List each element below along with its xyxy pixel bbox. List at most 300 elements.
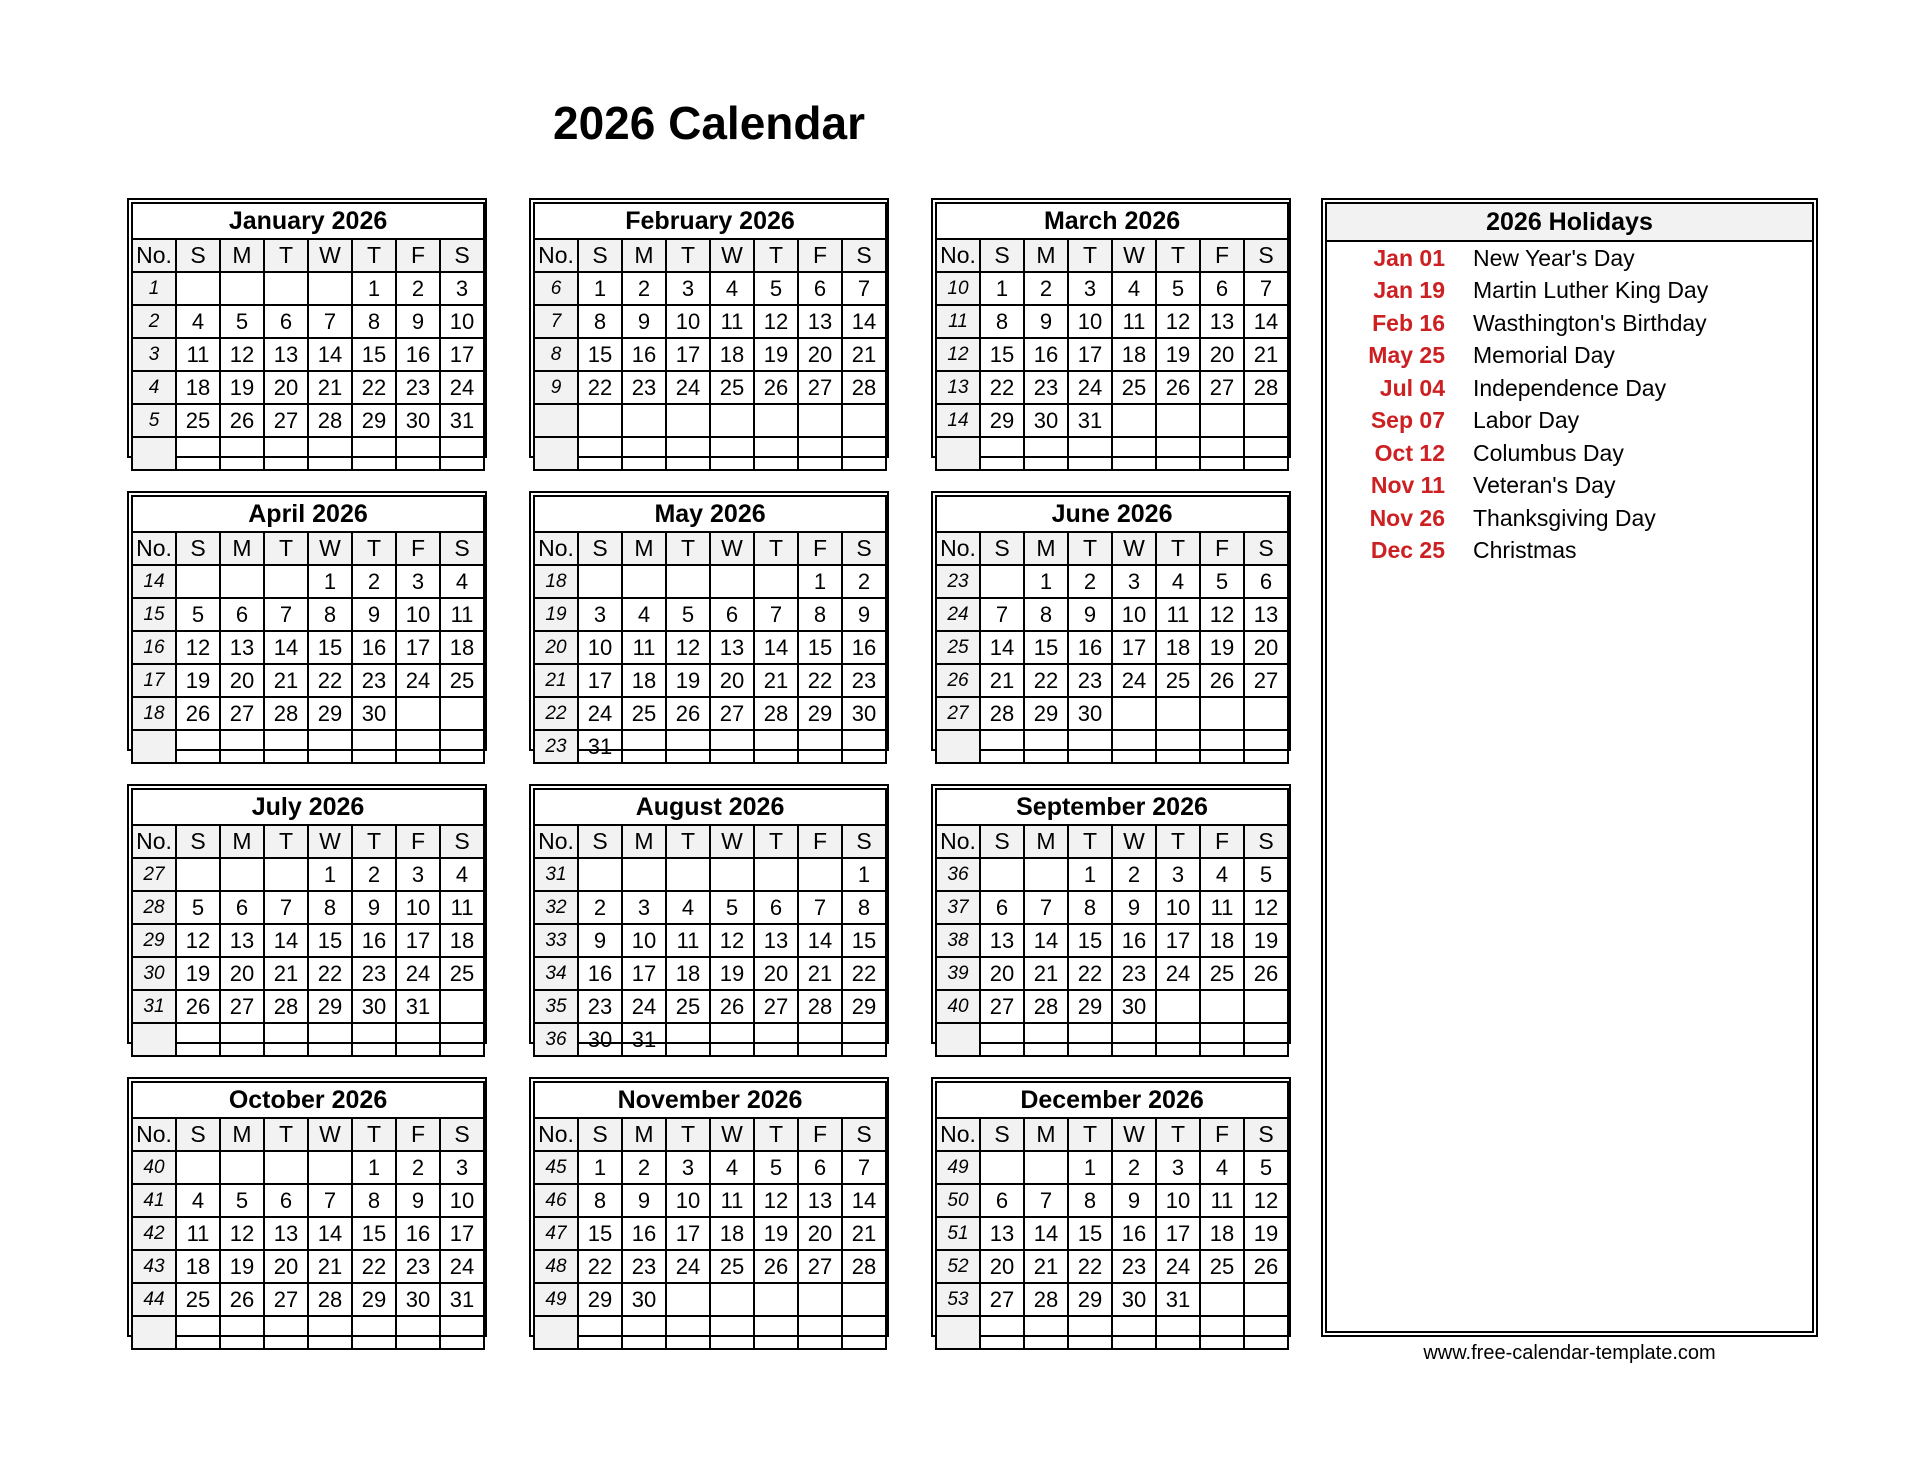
week-number-cell: 16 bbox=[132, 631, 176, 664]
day-header-cell: S bbox=[1244, 825, 1288, 858]
day-cell: 20 bbox=[264, 1250, 308, 1283]
day-header-cell: S bbox=[842, 825, 886, 858]
holiday-row bbox=[1327, 502, 1812, 535]
day-header-cell: T bbox=[1068, 1118, 1112, 1151]
day-cell: 19 bbox=[1244, 924, 1288, 957]
week-number-cell: 5 bbox=[132, 404, 176, 437]
day-header-cell: W bbox=[1112, 532, 1156, 565]
day-cell: 3 bbox=[396, 858, 440, 891]
day-cell: 7 bbox=[264, 891, 308, 924]
day-cell bbox=[396, 730, 440, 763]
day-header-cell: W bbox=[710, 239, 754, 272]
day-cell: 22 bbox=[578, 371, 622, 404]
day-cell: 8 bbox=[578, 305, 622, 338]
day-cell bbox=[1024, 1023, 1068, 1056]
day-cell: 6 bbox=[264, 1184, 308, 1217]
day-cell: 29 bbox=[352, 1283, 396, 1316]
day-cell bbox=[1024, 858, 1068, 891]
day-cell bbox=[1200, 990, 1244, 1023]
day-cell bbox=[220, 1023, 264, 1056]
day-cell bbox=[1244, 990, 1288, 1023]
day-cell: 24 bbox=[1112, 664, 1156, 697]
day-cell: 4 bbox=[1112, 272, 1156, 305]
day-cell bbox=[666, 437, 710, 470]
day-cell bbox=[1200, 404, 1244, 437]
week-number-cell: 31 bbox=[132, 990, 176, 1023]
day-cell: 16 bbox=[1068, 631, 1112, 664]
day-cell: 26 bbox=[1200, 664, 1244, 697]
day-cell: 1 bbox=[352, 272, 396, 305]
day-cell bbox=[666, 858, 710, 891]
day-cell: 23 bbox=[396, 371, 440, 404]
day-cell: 27 bbox=[220, 990, 264, 1023]
holiday-date: Oct 12 bbox=[1374, 439, 1445, 466]
day-cell: 4 bbox=[176, 1184, 220, 1217]
day-cell: 18 bbox=[710, 1217, 754, 1250]
day-cell: 24 bbox=[440, 371, 484, 404]
day-cell bbox=[980, 730, 1024, 763]
day-cell: 29 bbox=[308, 990, 352, 1023]
day-cell: 31 bbox=[1156, 1283, 1200, 1316]
day-cell: 15 bbox=[1024, 631, 1068, 664]
day-cell: 5 bbox=[220, 1184, 264, 1217]
day-header-cell: W bbox=[710, 532, 754, 565]
day-cell: 8 bbox=[980, 305, 1024, 338]
day-cell: 6 bbox=[264, 305, 308, 338]
day-cell bbox=[622, 1316, 666, 1349]
week-number-cell: 40 bbox=[936, 990, 980, 1023]
day-cell: 24 bbox=[396, 664, 440, 697]
day-cell: 22 bbox=[980, 371, 1024, 404]
day-header-cell: S bbox=[578, 1118, 622, 1151]
day-cell: 21 bbox=[842, 1217, 886, 1250]
day-cell: 29 bbox=[980, 404, 1024, 437]
day-cell bbox=[578, 858, 622, 891]
day-header-cell: F bbox=[1200, 532, 1244, 565]
day-cell: 15 bbox=[842, 924, 886, 957]
day-cell: 31 bbox=[440, 1283, 484, 1316]
day-header-cell: M bbox=[220, 239, 264, 272]
day-cell: 23 bbox=[352, 957, 396, 990]
day-cell: 26 bbox=[220, 1283, 264, 1316]
day-cell bbox=[308, 1151, 352, 1184]
day-header-cell: F bbox=[396, 1118, 440, 1151]
day-cell: 3 bbox=[1156, 858, 1200, 891]
day-header-cell: W bbox=[1112, 825, 1156, 858]
day-cell: 2 bbox=[622, 1151, 666, 1184]
week-number-cell: 43 bbox=[132, 1250, 176, 1283]
week-number-cell bbox=[936, 437, 980, 470]
day-cell bbox=[710, 404, 754, 437]
holiday-date: Dec 25 bbox=[1370, 537, 1445, 564]
day-cell: 4 bbox=[440, 858, 484, 891]
day-cell: 5 bbox=[1156, 272, 1200, 305]
day-header-cell: S bbox=[1244, 532, 1288, 565]
day-cell: 28 bbox=[308, 1283, 352, 1316]
week-number-cell: 52 bbox=[936, 1250, 980, 1283]
day-header-cell: S bbox=[440, 1118, 484, 1151]
week-number-cell: 49 bbox=[534, 1283, 578, 1316]
day-cell: 13 bbox=[754, 924, 798, 957]
day-cell bbox=[264, 858, 308, 891]
holiday-row bbox=[1327, 275, 1812, 308]
day-cell bbox=[396, 1023, 440, 1056]
day-header-cell: S bbox=[578, 239, 622, 272]
day-cell: 26 bbox=[1244, 957, 1288, 990]
week-number-header: No. bbox=[534, 825, 578, 858]
month-calendar bbox=[529, 491, 889, 759]
day-cell: 10 bbox=[396, 891, 440, 924]
holiday-row bbox=[1327, 340, 1812, 373]
day-cell: 15 bbox=[578, 338, 622, 371]
day-cell: 17 bbox=[622, 957, 666, 990]
day-header-cell: M bbox=[622, 1118, 666, 1151]
week-number-cell: 25 bbox=[936, 631, 980, 664]
day-cell: 10 bbox=[1068, 305, 1112, 338]
day-cell: 23 bbox=[1068, 664, 1112, 697]
day-cell bbox=[352, 1316, 396, 1349]
day-cell: 21 bbox=[1024, 1250, 1068, 1283]
day-cell: 9 bbox=[842, 598, 886, 631]
day-cell bbox=[1200, 730, 1244, 763]
day-cell: 10 bbox=[666, 1184, 710, 1217]
day-cell: 11 bbox=[666, 924, 710, 957]
day-cell bbox=[308, 272, 352, 305]
day-cell: 2 bbox=[1112, 858, 1156, 891]
day-cell: 12 bbox=[220, 1217, 264, 1250]
day-cell: 13 bbox=[980, 1217, 1024, 1250]
day-cell: 20 bbox=[1200, 338, 1244, 371]
day-cell: 18 bbox=[440, 924, 484, 957]
day-cell bbox=[176, 565, 220, 598]
day-cell: 2 bbox=[622, 272, 666, 305]
day-cell: 23 bbox=[622, 1250, 666, 1283]
day-cell: 8 bbox=[842, 891, 886, 924]
day-cell: 18 bbox=[622, 664, 666, 697]
day-cell: 15 bbox=[798, 631, 842, 664]
week-number-cell: 11 bbox=[936, 305, 980, 338]
week-number-cell bbox=[132, 437, 176, 470]
day-cell: 5 bbox=[1244, 858, 1288, 891]
day-cell: 22 bbox=[308, 664, 352, 697]
holiday-row bbox=[1327, 242, 1812, 275]
month-calendar bbox=[529, 784, 889, 1052]
day-cell: 17 bbox=[440, 1217, 484, 1250]
holidays-title: 2026 Holidays bbox=[1327, 204, 1812, 242]
day-cell: 21 bbox=[798, 957, 842, 990]
day-cell: 11 bbox=[440, 598, 484, 631]
day-cell: 15 bbox=[352, 1217, 396, 1250]
day-cell bbox=[1112, 437, 1156, 470]
day-cell: 28 bbox=[798, 990, 842, 1023]
day-cell: 19 bbox=[176, 957, 220, 990]
holidays-panel bbox=[1321, 198, 1818, 1337]
day-cell: 28 bbox=[1024, 1283, 1068, 1316]
day-header-cell: S bbox=[980, 532, 1024, 565]
day-cell: 17 bbox=[1156, 1217, 1200, 1250]
day-cell bbox=[1112, 730, 1156, 763]
holiday-row bbox=[1327, 535, 1812, 568]
day-cell: 31 bbox=[578, 730, 622, 763]
day-header-cell: W bbox=[1112, 239, 1156, 272]
day-cell: 5 bbox=[754, 272, 798, 305]
week-number-cell bbox=[534, 404, 578, 437]
day-cell bbox=[1068, 1023, 1112, 1056]
day-cell: 10 bbox=[622, 924, 666, 957]
day-cell: 30 bbox=[842, 697, 886, 730]
day-cell bbox=[352, 730, 396, 763]
day-cell: 17 bbox=[578, 664, 622, 697]
day-cell bbox=[264, 272, 308, 305]
day-cell bbox=[264, 1151, 308, 1184]
day-cell: 18 bbox=[666, 957, 710, 990]
day-cell bbox=[440, 437, 484, 470]
day-cell: 15 bbox=[1068, 1217, 1112, 1250]
day-cell: 7 bbox=[264, 598, 308, 631]
day-cell: 19 bbox=[1156, 338, 1200, 371]
day-cell: 3 bbox=[396, 565, 440, 598]
week-number-cell: 32 bbox=[534, 891, 578, 924]
day-cell bbox=[842, 1316, 886, 1349]
day-cell bbox=[264, 565, 308, 598]
day-cell: 3 bbox=[578, 598, 622, 631]
day-cell: 20 bbox=[220, 664, 264, 697]
day-cell bbox=[264, 1316, 308, 1349]
day-cell: 3 bbox=[440, 1151, 484, 1184]
day-header-cell: W bbox=[710, 1118, 754, 1151]
holidays-list bbox=[1325, 202, 1814, 1333]
day-header-cell: M bbox=[1024, 825, 1068, 858]
day-header-cell: W bbox=[1112, 1118, 1156, 1151]
day-cell: 13 bbox=[980, 924, 1024, 957]
week-number-cell: 9 bbox=[534, 371, 578, 404]
day-header-cell: T bbox=[666, 239, 710, 272]
week-number-cell: 26 bbox=[936, 664, 980, 697]
day-cell: 22 bbox=[352, 371, 396, 404]
week-number-cell: 12 bbox=[936, 338, 980, 371]
day-cell bbox=[710, 1283, 754, 1316]
day-cell: 2 bbox=[842, 565, 886, 598]
day-cell: 22 bbox=[352, 1250, 396, 1283]
day-header-cell: S bbox=[440, 532, 484, 565]
day-cell: 7 bbox=[842, 1151, 886, 1184]
day-cell bbox=[710, 1316, 754, 1349]
day-header-cell: W bbox=[308, 1118, 352, 1151]
day-cell: 29 bbox=[308, 697, 352, 730]
day-header-cell: T bbox=[754, 532, 798, 565]
day-cell: 15 bbox=[1068, 924, 1112, 957]
day-cell: 12 bbox=[754, 305, 798, 338]
day-cell: 10 bbox=[1156, 891, 1200, 924]
day-cell: 28 bbox=[1244, 371, 1288, 404]
day-cell: 7 bbox=[308, 305, 352, 338]
day-cell: 22 bbox=[1024, 664, 1068, 697]
day-cell: 3 bbox=[622, 891, 666, 924]
day-header-cell: T bbox=[1156, 1118, 1200, 1151]
day-cell: 12 bbox=[1200, 598, 1244, 631]
week-number-header: No. bbox=[534, 1118, 578, 1151]
day-cell bbox=[1112, 1023, 1156, 1056]
week-number-cell: 17 bbox=[132, 664, 176, 697]
day-cell: 1 bbox=[1068, 858, 1112, 891]
day-cell: 25 bbox=[710, 1250, 754, 1283]
week-number-cell: 29 bbox=[132, 924, 176, 957]
day-cell: 26 bbox=[176, 697, 220, 730]
day-cell: 21 bbox=[1024, 957, 1068, 990]
day-cell: 10 bbox=[578, 631, 622, 664]
day-cell: 18 bbox=[176, 1250, 220, 1283]
day-cell: 30 bbox=[1068, 697, 1112, 730]
week-number-cell: 23 bbox=[936, 565, 980, 598]
day-cell: 1 bbox=[1024, 565, 1068, 598]
day-cell bbox=[754, 1316, 798, 1349]
day-cell: 20 bbox=[220, 957, 264, 990]
week-number-cell: 30 bbox=[132, 957, 176, 990]
day-cell: 14 bbox=[308, 1217, 352, 1250]
day-cell: 13 bbox=[1244, 598, 1288, 631]
day-cell: 29 bbox=[798, 697, 842, 730]
day-cell: 22 bbox=[578, 1250, 622, 1283]
day-header-cell: F bbox=[798, 1118, 842, 1151]
day-cell: 14 bbox=[1024, 924, 1068, 957]
month-title: December 2026 bbox=[936, 1082, 1288, 1118]
day-cell: 1 bbox=[1068, 1151, 1112, 1184]
day-cell: 4 bbox=[710, 272, 754, 305]
month-title: February 2026 bbox=[534, 203, 886, 239]
day-cell: 16 bbox=[842, 631, 886, 664]
week-number-cell: 47 bbox=[534, 1217, 578, 1250]
week-number-cell: 6 bbox=[534, 272, 578, 305]
day-cell: 25 bbox=[710, 371, 754, 404]
day-cell: 26 bbox=[220, 404, 264, 437]
day-cell: 6 bbox=[980, 891, 1024, 924]
day-cell: 19 bbox=[220, 371, 264, 404]
day-cell: 29 bbox=[842, 990, 886, 1023]
day-cell: 22 bbox=[1068, 1250, 1112, 1283]
day-cell bbox=[666, 1023, 710, 1056]
day-cell: 16 bbox=[352, 631, 396, 664]
day-cell: 4 bbox=[622, 598, 666, 631]
holiday-date: Jul 04 bbox=[1379, 374, 1445, 401]
week-number-cell bbox=[936, 1316, 980, 1349]
day-cell: 30 bbox=[578, 1023, 622, 1056]
day-cell bbox=[396, 1316, 440, 1349]
day-cell: 9 bbox=[578, 924, 622, 957]
day-cell: 23 bbox=[1112, 1250, 1156, 1283]
day-cell: 23 bbox=[622, 371, 666, 404]
day-cell: 8 bbox=[798, 598, 842, 631]
footer-url-link[interactable]: www.free-calendar-template.com bbox=[1423, 1342, 1716, 1364]
day-cell: 16 bbox=[622, 1217, 666, 1250]
day-cell: 12 bbox=[1156, 305, 1200, 338]
day-cell: 15 bbox=[352, 338, 396, 371]
day-cell bbox=[176, 730, 220, 763]
month-title: June 2026 bbox=[936, 496, 1288, 532]
day-cell: 13 bbox=[264, 1217, 308, 1250]
day-cell: 28 bbox=[1024, 990, 1068, 1023]
month-calendar bbox=[529, 198, 889, 458]
day-cell: 16 bbox=[396, 338, 440, 371]
week-number-cell: 7 bbox=[534, 305, 578, 338]
day-cell: 18 bbox=[1200, 924, 1244, 957]
day-cell bbox=[1156, 1023, 1200, 1056]
day-cell: 9 bbox=[396, 1184, 440, 1217]
week-number-cell: 39 bbox=[936, 957, 980, 990]
day-header-cell: F bbox=[1200, 825, 1244, 858]
month-title: July 2026 bbox=[132, 789, 484, 825]
day-cell: 27 bbox=[264, 404, 308, 437]
day-cell: 14 bbox=[842, 305, 886, 338]
day-cell: 6 bbox=[220, 598, 264, 631]
day-cell bbox=[220, 272, 264, 305]
day-cell: 23 bbox=[1024, 371, 1068, 404]
day-cell: 30 bbox=[396, 1283, 440, 1316]
day-cell: 18 bbox=[1200, 1217, 1244, 1250]
day-header-cell: T bbox=[1156, 532, 1200, 565]
week-number-cell: 22 bbox=[534, 697, 578, 730]
day-cell: 7 bbox=[842, 272, 886, 305]
day-header-cell: F bbox=[1200, 239, 1244, 272]
day-cell bbox=[1244, 404, 1288, 437]
day-cell: 24 bbox=[666, 371, 710, 404]
week-number-cell: 35 bbox=[534, 990, 578, 1023]
day-cell: 26 bbox=[710, 990, 754, 1023]
week-number-header: No. bbox=[936, 825, 980, 858]
day-cell: 26 bbox=[754, 1250, 798, 1283]
day-cell bbox=[980, 858, 1024, 891]
day-cell: 14 bbox=[1024, 1217, 1068, 1250]
week-number-cell: 8 bbox=[534, 338, 578, 371]
day-cell: 17 bbox=[1068, 338, 1112, 371]
day-header-cell: S bbox=[176, 239, 220, 272]
day-cell: 20 bbox=[798, 1217, 842, 1250]
day-cell bbox=[578, 1316, 622, 1349]
day-cell: 19 bbox=[1244, 1217, 1288, 1250]
day-cell: 12 bbox=[666, 631, 710, 664]
day-cell bbox=[842, 1023, 886, 1056]
day-cell: 16 bbox=[1024, 338, 1068, 371]
day-cell: 7 bbox=[980, 598, 1024, 631]
day-cell: 1 bbox=[308, 858, 352, 891]
week-number-cell: 45 bbox=[534, 1151, 578, 1184]
day-cell: 4 bbox=[1156, 565, 1200, 598]
day-cell: 5 bbox=[1244, 1151, 1288, 1184]
day-cell bbox=[710, 858, 754, 891]
day-cell bbox=[798, 437, 842, 470]
day-cell bbox=[1244, 697, 1288, 730]
day-header-cell: M bbox=[1024, 239, 1068, 272]
day-cell bbox=[666, 1316, 710, 1349]
day-cell bbox=[308, 1316, 352, 1349]
day-header-cell: T bbox=[352, 239, 396, 272]
holiday-row bbox=[1327, 470, 1812, 503]
month-title: November 2026 bbox=[534, 1082, 886, 1118]
day-cell bbox=[666, 404, 710, 437]
day-cell: 27 bbox=[710, 697, 754, 730]
day-cell bbox=[308, 730, 352, 763]
day-cell: 7 bbox=[1024, 1184, 1068, 1217]
day-cell bbox=[980, 1151, 1024, 1184]
day-cell: 14 bbox=[264, 924, 308, 957]
day-header-cell: W bbox=[710, 825, 754, 858]
day-header-cell: S bbox=[578, 825, 622, 858]
day-cell bbox=[440, 990, 484, 1023]
day-cell: 25 bbox=[1200, 957, 1244, 990]
week-number-cell: 18 bbox=[534, 565, 578, 598]
day-cell bbox=[308, 437, 352, 470]
week-number-cell: 28 bbox=[132, 891, 176, 924]
day-cell bbox=[842, 437, 886, 470]
